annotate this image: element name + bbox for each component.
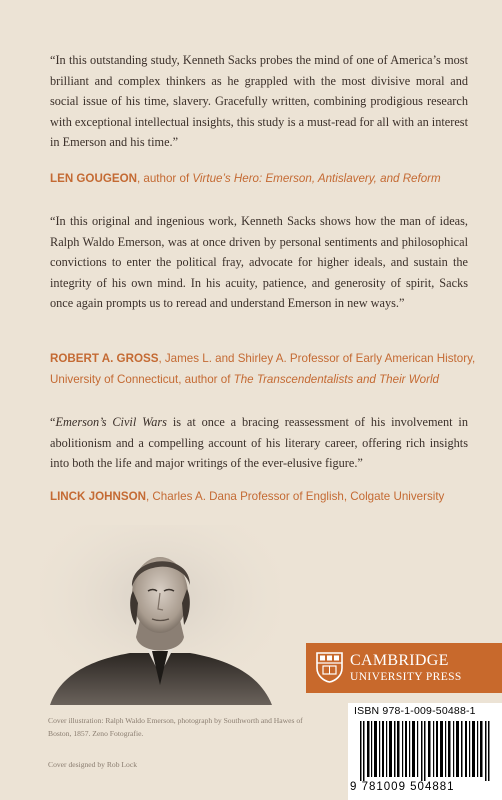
cover-illustration-credit: Cover illustration: Ralph Waldo Emerson, photograph by Southworth and Hawes of Boston, 1857. Zeno Fotografie. (48, 716, 303, 738)
reviewer-name-1: LEN GOUGEON (50, 172, 137, 185)
cambridge-shield-icon (316, 652, 343, 683)
reviewer-book-title-1: Virtue’s Hero: Emerson, Antislavery, and Reform (192, 172, 441, 185)
review-quote-3 (50, 412, 468, 474)
cover-design-credit: Cover designed by Rob Lock (48, 760, 138, 769)
isbn-barcode (348, 703, 502, 800)
publisher-name-line2: UNIVERSITY PRESS (350, 671, 462, 683)
review-attribution-2 (50, 349, 480, 390)
review-quote-2-text: “In this original and ingenious work, Kenneth Sacks shows how the man of ideas, Ralph Waldo Emerson, was at once driven by personal sentiments and philosophical convictions to enter the political fray, advocate for higher ideals, and sustain the integrity of his own mind. In his acuity, patience, and generosity of spirit, Sacks once again prompts us to reread and understand Emerson in new ways.” (50, 214, 468, 310)
review-quote-3-body: is at once a bracing reassessment of his involvement in abolitionism and a compelling account of his literary career, offering rich insights into both the life and major writings of the ever-elusive figure.” (50, 415, 468, 470)
publisher-name-line1: CAMBRIDGE (350, 652, 449, 669)
reviewer-role-2: , James L. and Shirley A. Professor of Early American History, University of Connecticut, author of (50, 352, 476, 386)
quote-open-mark: “ (50, 415, 56, 429)
review-attribution-1 (50, 169, 480, 190)
barcode-digits: 9 781009 504881 (350, 781, 455, 793)
book-title-inline: Emerson’s Civil Wars (55, 415, 167, 429)
review-quote-1-text: “In this outstanding study, Kenneth Sacks probes the mind of one of America’s most brilliant and complex thinkers as he grappled with the most divisive moral and social issue of his time, slavery. Gracefully written, combining prodigious research with exceptional intellectual insights, this study is a must-read for all with an interest in Emerson and his time.” (50, 53, 469, 149)
publisher-band (306, 643, 502, 693)
isbn-label: ISBN 978-1-009-50488-1 (354, 705, 476, 717)
review-attribution-3 (50, 487, 480, 508)
reviewer-role-3: , Charles A. Dana Professor of English, Colgate University (145, 490, 445, 503)
reviewer-book-title-2: The Transcendentalists and Their World (233, 372, 439, 386)
reviewer-role-1: , author of (136, 172, 193, 185)
reviewer-name-2: ROBERT A. GROSS (50, 352, 159, 365)
emerson-portrait-image (40, 525, 280, 705)
review-quote-1 (50, 50, 468, 153)
review-quote-2 (50, 211, 468, 314)
review-quote-3-text (50, 412, 468, 474)
barcode-bars (358, 721, 496, 781)
reviewer-name-3: LINCK JOHNSON (50, 490, 146, 503)
